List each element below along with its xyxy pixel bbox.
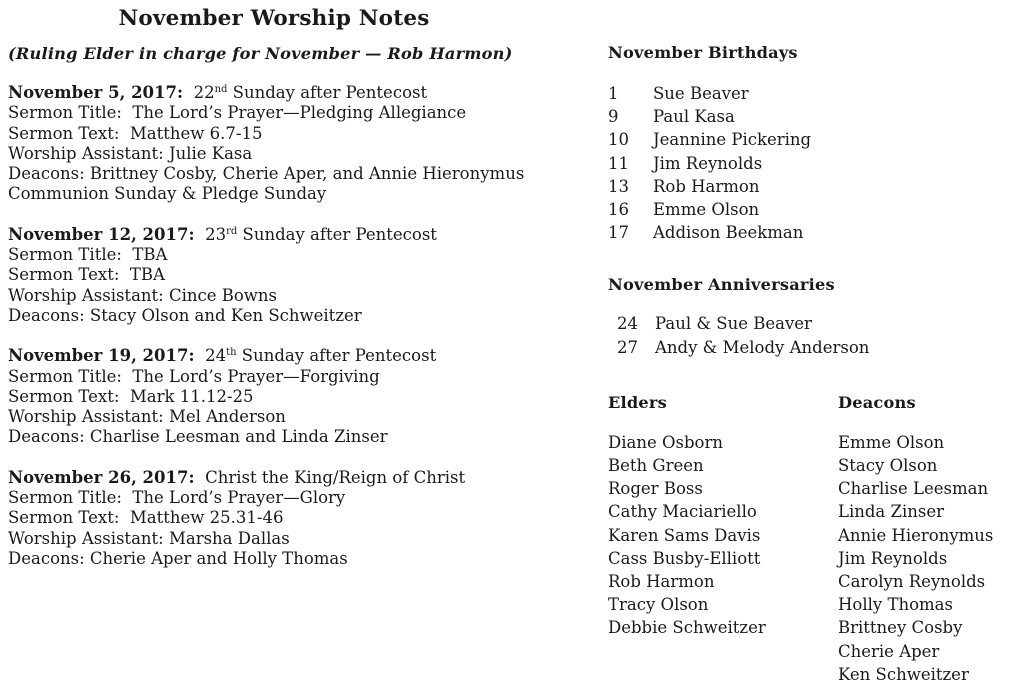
anniversary-name: Andy & Melody Anderson xyxy=(655,337,870,357)
sermon-title-line: Sermon Title: TBA xyxy=(8,245,168,265)
special-sunday-line: Communion Sunday & Pledge Sunday xyxy=(8,184,327,204)
service-block-nov12 xyxy=(8,225,540,326)
birthday-row xyxy=(608,152,1020,175)
birthday-name: Jeannine Pickering xyxy=(653,130,812,150)
deacons-list xyxy=(838,431,1020,684)
service-heading xyxy=(8,346,540,366)
birthday-day: 1 xyxy=(608,84,619,103)
elder-name: Cass Busby-Elliott xyxy=(608,548,761,568)
worship-notes-column xyxy=(8,0,540,569)
service-heading xyxy=(8,468,540,488)
deacons-column xyxy=(838,394,1020,684)
sermon-text-line: Sermon Text: Mark 11.12-25 xyxy=(8,386,254,406)
elder-name: Karen Sams Davis xyxy=(608,525,761,545)
elder-name: Diane Osborn xyxy=(608,432,723,452)
birthday-day: 11 xyxy=(608,153,629,173)
deacon-name: Linda Zinser xyxy=(838,502,944,522)
service-date: November 12, 2017: xyxy=(8,224,195,244)
deacon-name: Brittney Cosby xyxy=(838,618,963,638)
service-occasion: 24 xyxy=(194,346,227,366)
birthday-name: Emme Olson xyxy=(653,200,760,220)
ruling-elder-note: (Ruling Elder in charge for November — Rob Harmon) xyxy=(8,44,513,63)
officers-section xyxy=(608,394,1020,684)
worship-assistant-line: Worship Assistant: Cince Bowns xyxy=(8,285,278,305)
birthday-row xyxy=(608,128,1020,151)
deacon-name: Jim Reynolds xyxy=(838,548,948,568)
birthdays-list xyxy=(608,82,1020,244)
birthday-day: 17 xyxy=(608,223,629,243)
sermon-title-line: Sermon Title: The Lord’s Prayer—Glory xyxy=(8,488,346,508)
lists-column xyxy=(608,0,1020,684)
deacon-name: Stacy Olson xyxy=(838,456,938,476)
birthday-row xyxy=(608,175,1020,198)
elder-name: Rob Harmon xyxy=(608,572,715,592)
deacons-line: Deacons: Charlise Leesman and Linda Zinser xyxy=(8,427,388,447)
birthday-row xyxy=(608,221,1020,244)
service-date: November 19, 2017: xyxy=(8,346,195,366)
anniversaries-heading: November Anniversaries xyxy=(608,275,835,295)
birthday-day: 13 xyxy=(608,176,629,196)
elder-name: Tracy Olson xyxy=(608,595,709,615)
ordinal-suffix: th xyxy=(226,347,237,359)
deacons-line: Deacons: Cherie Aper and Holly Thomas xyxy=(8,548,348,568)
birthday-row xyxy=(608,198,1020,221)
elders-column xyxy=(608,394,838,684)
sermon-title-line: Sermon Title: The Lord’s Prayer—Pledging Allegiance xyxy=(8,103,467,123)
elder-name: Roger Boss xyxy=(608,479,703,499)
deacon-name: Charlise Leesman xyxy=(838,479,989,499)
birthday-name: Rob Harmon xyxy=(653,176,760,196)
anniversary-day: 27 xyxy=(617,337,638,357)
worship-assistant-line: Worship Assistant: Marsha Dallas xyxy=(8,528,290,548)
ordinal-suffix: rd xyxy=(226,225,238,237)
birthday-name: Addison Beekman xyxy=(653,223,804,243)
deacon-name: Holly Thomas xyxy=(838,595,953,615)
service-occasion: 22 xyxy=(183,83,215,102)
birthday-row xyxy=(608,82,1020,105)
deacon-name: Ken Schweitzer xyxy=(838,664,969,684)
anniversary-name: Paul & Sue Beaver xyxy=(655,314,812,334)
service-occasion: 23 xyxy=(194,224,227,244)
birthday-day: 10 xyxy=(608,130,629,150)
deacon-name: Emme Olson xyxy=(838,432,945,452)
anniversary-day: 24 xyxy=(617,314,638,334)
elder-name: Debbie Schweitzer xyxy=(608,618,766,638)
service-occasion-rest: Sunday after Pentecost xyxy=(236,346,437,366)
service-heading xyxy=(8,225,540,245)
elder-name: Beth Green xyxy=(608,456,704,476)
sermon-text-line: Sermon Text: Matthew 25.31-46 xyxy=(8,508,284,528)
ordinal-suffix: nd xyxy=(214,84,228,95)
birthday-name: Paul Kasa xyxy=(653,107,735,127)
sermon-text-line: Sermon Text: Matthew 6.7-15 xyxy=(8,123,263,143)
anniversary-row xyxy=(608,312,1020,335)
sermon-text-line: Sermon Text: TBA xyxy=(8,265,165,285)
service-occasion-rest: Sunday after Pentecost xyxy=(227,83,428,102)
elders-list xyxy=(608,431,838,640)
deacons-line: Deacons: Stacy Olson and Ken Schweitzer xyxy=(8,305,362,325)
elders-heading: Elders xyxy=(608,392,667,412)
deacon-name: Carolyn Reynolds xyxy=(838,572,986,592)
deacon-name: Annie Hieronymus xyxy=(838,525,994,545)
elder-name: Cathy Maciariello xyxy=(608,502,757,522)
deacon-name: Cherie Aper xyxy=(838,641,940,661)
worship-assistant-line: Worship Assistant: Mel Anderson xyxy=(8,407,286,427)
service-occasion-rest: Sunday after Pentecost xyxy=(237,224,437,244)
deacons-line: Deacons: Brittney Cosby, Cherie Aper, and Annie Hieronymus xyxy=(8,164,525,184)
birthday-day: 9 xyxy=(608,107,619,127)
service-block-nov5 xyxy=(8,83,540,205)
service-block-nov19 xyxy=(8,346,540,447)
service-occasion: Christ the King/Reign of Christ xyxy=(194,467,466,487)
anniversaries-list xyxy=(608,312,1020,358)
service-heading xyxy=(8,83,540,103)
worship-assistant-line: Worship Assistant: Julie Kasa xyxy=(8,143,253,163)
service-block-nov26 xyxy=(8,468,540,569)
sermon-title-line: Sermon Title: The Lord’s Prayer—Forgiving xyxy=(8,366,380,386)
anniversary-row xyxy=(608,336,1020,359)
birthday-row xyxy=(608,105,1020,128)
birthday-name: Sue Beaver xyxy=(653,84,749,103)
deacons-heading: Deacons xyxy=(838,392,916,412)
birthday-day: 16 xyxy=(608,200,629,220)
service-date: November 5, 2017: xyxy=(8,83,184,102)
birthday-name: Jim Reynolds xyxy=(653,153,763,173)
page-title: November Worship Notes xyxy=(118,6,430,31)
service-date: November 26, 2017: xyxy=(8,467,195,487)
birthdays-heading: November Birthdays xyxy=(608,43,798,62)
